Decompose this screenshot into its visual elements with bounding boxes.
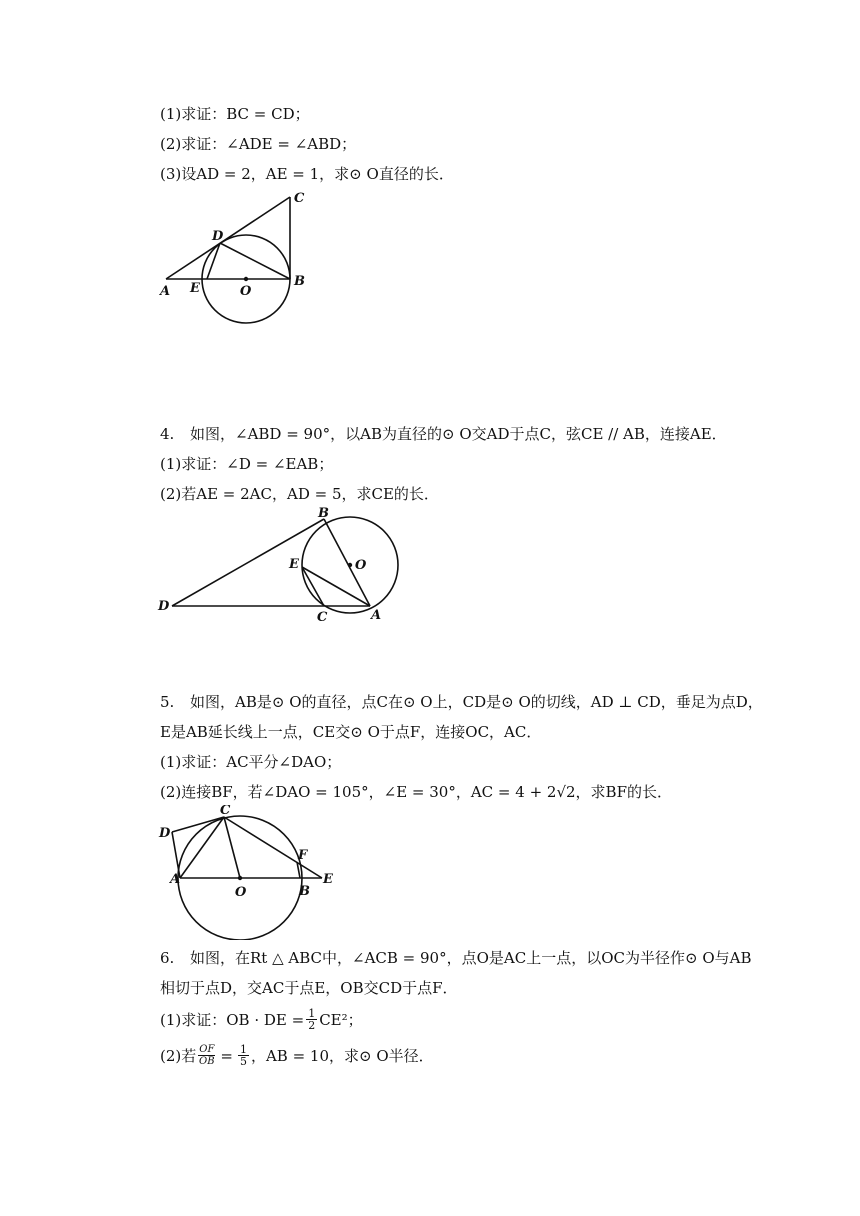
fraction-fifth-denominator: 5 [239,1055,247,1068]
fig3-label-b: B [299,884,310,899]
equals-sign: = [220,1046,233,1065]
fig3-label-a: A [170,872,181,887]
q6-part1 [160,1008,363,1031]
fraction-half [306,1008,317,1031]
fraction-fifth [238,1044,249,1067]
q5-stem-line2: E是AB延长线上一点，CE交⊙ O于点F，连接OC，AC． [160,723,542,741]
fig1-label-a: A [160,284,171,299]
q6-number: 6. [160,949,175,967]
fig1-label-d: D [212,229,224,244]
q4-stem [160,424,727,444]
fig3-label-c: C [220,805,231,818]
q4-part2: (2)若AE = 2AC，AD = 5，求CE的长． [160,485,439,503]
q6-stem-line1 [160,948,751,968]
figure-problem-3 [150,185,320,330]
q5-number: 5. [160,693,175,711]
q6-part2-head: (2)若 [160,1046,197,1065]
q3-part3: (3)设AD = 2，AE = 1，求⊙ O直径的长． [160,165,454,183]
q5-stem-line1 [160,692,763,712]
fig2-label-b: B [318,506,329,521]
fig3-label-o: O [235,885,247,900]
fig3-label-d: D [159,826,171,841]
fig2-label-c: C [317,610,328,625]
fraction-fifth-numerator: 1 [239,1043,247,1056]
fig2-label-o: O [355,558,367,573]
figure-problem-5 [152,805,342,940]
fraction-of-numerator: OF [199,1044,215,1055]
fig2-label-e: E [289,557,299,572]
fraction-half-denominator: 2 [308,1019,316,1032]
q4-part1: (1)求证：∠D = ∠EAB； [160,455,334,473]
fraction-half-numerator: 1 [308,1007,316,1020]
fig1-label-b: B [294,274,305,289]
q4-text: 如图，∠ABD = 90°，以AB为直径的⊙ O交AD于点C，弦CE // AB，连接AE． [190,425,727,443]
q6-part1-text: (1)求证：OB · DE = [160,1010,305,1029]
fig1-label-c: C [294,191,305,206]
q6-part2 [160,1044,434,1067]
q3-part2: (2)求证：∠ADE = ∠ABD； [160,135,357,153]
figure-problem-4 [152,505,412,630]
fig1-label-o: O [240,284,252,299]
q6-stem-line2: 相切于点D，交AC于点E，OB交CD于点F． [160,979,458,997]
fig1-label-e: E [190,281,200,296]
q5-text-1: 如图，AB是⊙ O的直径，点C在⊙ O上，CD是⊙ O的切线，AD ⊥ CD，垂足为点D， [190,693,763,711]
fig2-label-a: A [371,608,382,623]
q6-text-1: 如图，在Rt △ ABC中，∠ACB = 90°，点O是AC上一点，以OC为半径作⊙ O与AB [190,949,752,967]
q4-number: 4. [160,425,175,443]
q5-part1: (1)求证：AC平分∠DAO； [160,753,342,771]
fig2-label-d: D [158,599,170,614]
fraction-ob-denominator: OB [199,1056,215,1067]
q6-part2-tail: ，AB = 10，求⊙ O半径． [250,1046,434,1065]
fig3-label-f: F [298,848,308,863]
q5-part2: (2)连接BF，若∠DAO = 105°，∠E = 30°，AC = 4 + 2√2，求BF的长． [160,783,672,801]
q6-part1-tail: CE²； [319,1010,363,1029]
fraction-of-ob [198,1044,215,1067]
fig3-label-e: E [323,872,333,887]
q3-part1: (1)求证：BC = CD； [160,105,310,123]
